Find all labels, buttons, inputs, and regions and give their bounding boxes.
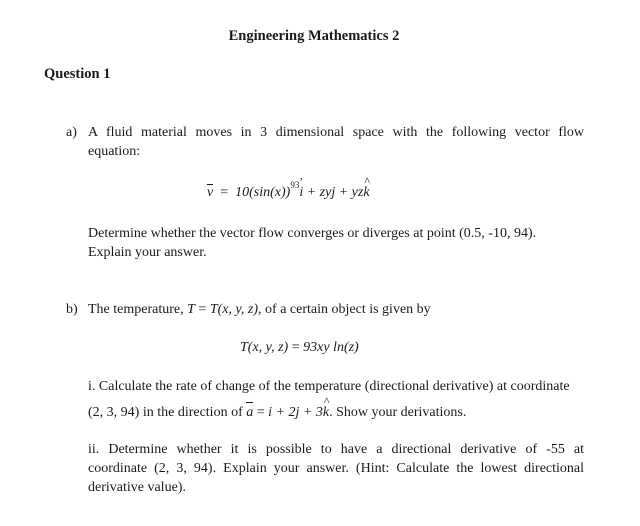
part-b-label: b) [66, 302, 78, 317]
temp-symbol: T [187, 302, 195, 317]
part-b-ii-line2: coordinate (2, 3, 94). Explain your answer. (Hint: Calculate the lowest directional [88, 461, 584, 476]
question-heading: Question 1 [44, 66, 111, 82]
temp-eq-equals: = [288, 340, 304, 355]
part-b-intro-pre: The temperature, [88, 302, 188, 317]
part-b-intro-eq: = [194, 302, 210, 317]
part-a-intro-line2: equation: [88, 144, 141, 159]
document-title: Engineering Mathematics 2 [228, 28, 400, 44]
part-b-ii-line3: derivative value). [88, 480, 186, 495]
eq-exponent: 93 [290, 180, 300, 190]
part-b-intro [88, 300, 584, 319]
vector-flow-equation [207, 180, 370, 201]
part-b-intro-post: , of a certain object is given by [258, 302, 431, 317]
part-a-question-line2: Explain your answer. [88, 245, 207, 260]
part-a-intro [88, 123, 584, 161]
part-b-i-line1: i. Calculate the rate of change of the temperature (directional derivative) at coordinate [88, 379, 570, 394]
part-b-i-line2 [88, 403, 584, 422]
temperature-equation [240, 340, 359, 356]
temp-function: T(x, y, z) [209, 302, 259, 317]
vector-a-equals: = [253, 405, 269, 420]
part-a-intro-line1: A fluid material moves in 3 dimensional space with the following vector flow [88, 125, 584, 140]
vector-a-body: i + 2j + 3 [268, 405, 323, 420]
part-b-i-line2-post: . Show your derivations. [329, 405, 467, 420]
vector-a: a [246, 405, 254, 420]
unit-vector-k: ^ k [363, 185, 369, 201]
part-a-label: a) [66, 125, 77, 140]
part-a-question [88, 224, 584, 262]
part-b-i-line2-pre: (2, 3, 94) in the direction of [88, 405, 247, 420]
equals-sign: = [220, 185, 229, 200]
vector-v: v [207, 185, 214, 200]
eq-yz: yz [351, 185, 364, 200]
eq-middle-terms: + zyj + [306, 185, 349, 200]
unit-vector-i: ’ i [299, 185, 303, 201]
part-a-question-line1: Determine whether the vector flow converges or diverges at point (0.5, -10, 94). [88, 226, 537, 241]
temp-eq-rhs: 93xy ln(z) [303, 340, 359, 355]
part-b-ii [88, 440, 584, 497]
temp-eq-lhs: T(x, y, z) [240, 340, 289, 355]
part-b-ii-line1: ii. Determine whether it is possible to have a directional derivative of -55 at [88, 442, 584, 457]
eq-coefficient: 10(sin(x)) [235, 185, 291, 200]
vector-a-k: ^ k [323, 403, 329, 422]
part-b-i [88, 377, 584, 422]
